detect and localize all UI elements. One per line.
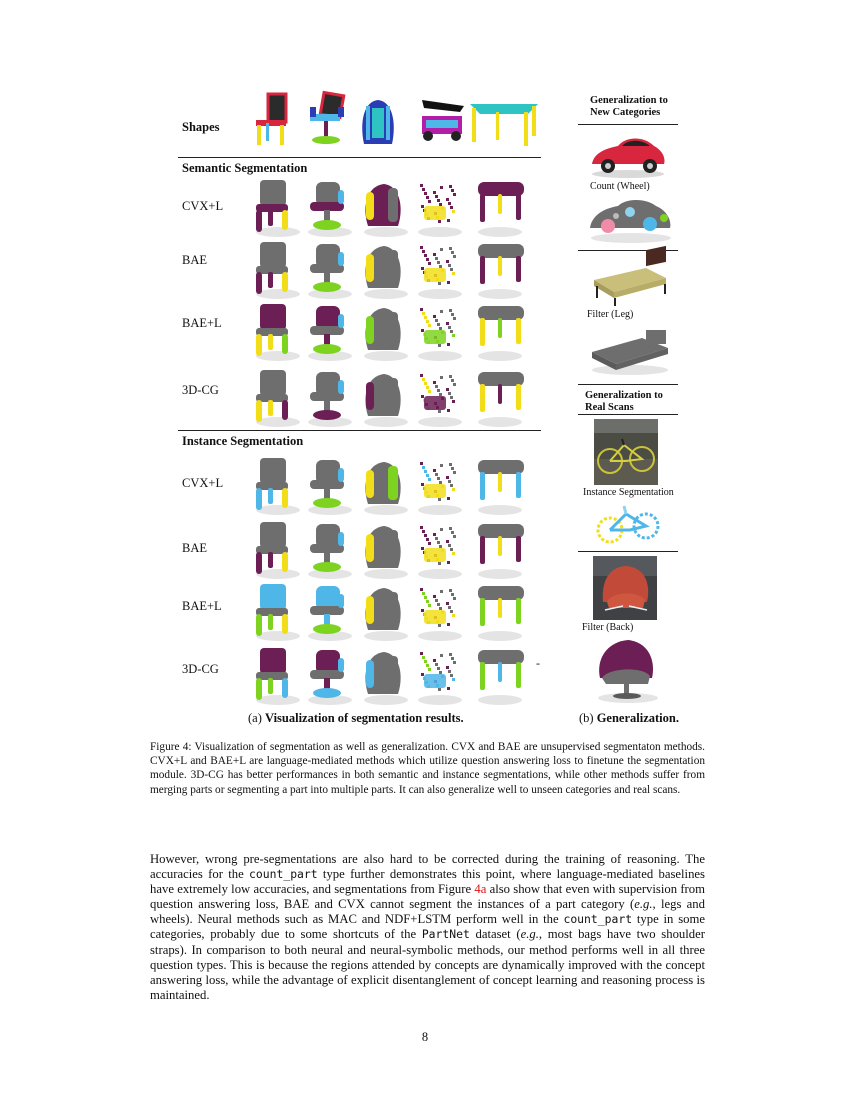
body-text-segment: , legs and wheels). Neural methods such as MAC and NDF+LSTM perform well in the (150, 897, 705, 927)
gen-real-title-line2: Real Scans (585, 402, 634, 413)
shape-chair-1 (252, 92, 292, 148)
body-text-segment: However, wrong pre-segmentations are also hard to be corrected during the training of reasoning. The accuracies for the (150, 852, 705, 882)
shape-table (466, 100, 542, 148)
pointcloud-thumb (414, 582, 472, 644)
stray-mark: - (536, 656, 540, 670)
subcaption-a-title: Visualization of segmentation results. (265, 711, 464, 725)
pointcloud-thumb (304, 302, 362, 364)
filter-leg-caption: Filter (Leg) (587, 309, 634, 320)
pointcloud-thumb (360, 582, 418, 644)
semantic-header: Semantic Segmentation (182, 161, 308, 175)
body-text-segment: also show that even with supervision from question answering loss, BAE and CVX cannot segment the instances of a part category ( (150, 882, 705, 912)
inline-code: count_part (249, 867, 318, 882)
pointcloud-thumb (414, 456, 472, 518)
subcaption-a-prefix: (a) (248, 711, 265, 725)
pointcloud-thumb (304, 240, 362, 302)
car-image (588, 130, 668, 180)
chair-pointcloud (592, 634, 662, 706)
bicycle-pointcloud (594, 502, 664, 546)
subcaption-a (248, 711, 464, 726)
inst-row-label: 3D-CG (182, 662, 219, 676)
inst-row-label: BAE (182, 541, 207, 555)
pointcloud-thumb (474, 368, 532, 430)
pointcloud-thumb (304, 646, 362, 708)
pointcloud-thumb (474, 582, 532, 644)
subcaption-b-prefix: (b) (579, 711, 597, 725)
gen-real-title-line1: Generalization to (585, 390, 663, 401)
body-text-segment: , most bags have two shoulder straps). In comparison to both neural and neural-symbolic methods, our method performs well in all three question types. This is because the regions attended by concepts are dynamically improved with the concept answering loss, while the advantage of explicit disentanglement of concept learning and reasoning process is maintained. (150, 927, 705, 1002)
pointcloud-thumb (252, 368, 310, 430)
shape-car (414, 98, 470, 144)
car-pointcloud (586, 194, 676, 244)
inst-row-label: BAE+L (182, 599, 222, 613)
sem-row-label: 3D-CG (182, 383, 219, 397)
sem-row-label: BAE+L (182, 316, 222, 330)
subcaption-b (579, 711, 679, 726)
inline-code: PartNet (421, 927, 470, 942)
shapes-label: Shapes (182, 120, 220, 134)
pointcloud-thumb (414, 178, 472, 240)
pointcloud-thumb (304, 520, 362, 582)
pointcloud-thumb (252, 582, 310, 644)
pointcloud-thumb (304, 368, 362, 430)
chair-photo (593, 556, 657, 620)
pointcloud-thumb (414, 302, 472, 364)
gen-new-title (590, 95, 668, 119)
count-caption: Count (Wheel) (590, 181, 650, 192)
pointcloud-thumb (360, 368, 418, 430)
pointcloud-thumb (414, 368, 472, 430)
pointcloud-thumb (360, 302, 418, 364)
rule-top (178, 157, 541, 158)
instance-header: Instance Segmentation (182, 434, 304, 448)
rule-r1 (578, 124, 678, 125)
pointcloud-thumb (360, 646, 418, 708)
pointcloud-thumb (252, 456, 310, 518)
bicycle-photo (594, 419, 658, 485)
pointcloud-thumb (474, 302, 532, 364)
pointcloud-thumb (360, 178, 418, 240)
pointcloud-thumb (474, 178, 532, 240)
body-text-segment: dataset ( (469, 927, 521, 942)
pointcloud-thumb (252, 240, 310, 302)
pointcloud-thumb (252, 178, 310, 240)
inline-code: count_part (563, 912, 633, 927)
gen-new-title-line1: Generalization to (590, 95, 668, 106)
body-paragraph (150, 852, 705, 1003)
subcaption-b-title: Generalization. (596, 711, 679, 725)
bed-image (590, 258, 670, 308)
pointcloud-thumb (474, 240, 532, 302)
pointcloud-thumb (304, 456, 362, 518)
rule-r4 (578, 414, 678, 415)
pointcloud-thumb (252, 520, 310, 582)
pointcloud-thumb (252, 646, 310, 708)
pointcloud-thumb (474, 456, 532, 518)
gen-new-title-line2: New Categories (590, 107, 661, 118)
pointcloud-thumb (304, 178, 362, 240)
pointcloud-thumb (360, 240, 418, 302)
page-number: 8 (421, 1030, 429, 1044)
sem-row-label: BAE (182, 253, 207, 267)
pointcloud-thumb (304, 582, 362, 644)
rule-r5 (578, 551, 678, 552)
bed-pointcloud (588, 326, 672, 376)
pointcloud-thumb (474, 520, 532, 582)
sem-row-label: CVX+L (182, 199, 224, 213)
gen-real-title (585, 390, 663, 414)
pointcloud-thumb (360, 456, 418, 518)
rule-mid (178, 430, 541, 431)
pointcloud-thumb (474, 646, 532, 708)
shape-chair-2 (302, 92, 350, 148)
inst-row-label: CVX+L (182, 476, 224, 490)
filter-back-caption: Filter (Back) (582, 622, 634, 633)
pointcloud-thumb (414, 520, 472, 582)
instance-caption: Instance Segmentation (583, 487, 674, 498)
figure-reference-link[interactable]: 4a (474, 882, 487, 897)
pointcloud-thumb (252, 302, 310, 364)
body-italic: e.g. (634, 897, 653, 912)
pointcloud-thumb (414, 646, 472, 708)
pointcloud-thumb (360, 520, 418, 582)
body-italic: e.g. (520, 927, 539, 942)
shape-bag (358, 96, 398, 148)
body-text-segment: type further demonstrates this point, where language-mediated baselines have extremely low accuracies, and segmentations from Figure (150, 867, 705, 897)
rule-r3 (578, 384, 678, 385)
body-text-segment: type in some categories, probably due to some shortcuts of the (150, 912, 705, 942)
figure-caption: Figure 4: Visualization of segmentation as well as generalization. CVX and BAE are unsupervised segmentaton methods. CVX+L and BAE+L are language-mediated methods which utilize question answering loss to finetune the segmentation module. 3D-CG has better performances in both semantic and instance segmentations, while other methods suffer from merging parts or segmenting a part into multiple parts. It can also generalize well to unseen categories and real scans. (150, 741, 705, 796)
pointcloud-thumb (414, 240, 472, 302)
